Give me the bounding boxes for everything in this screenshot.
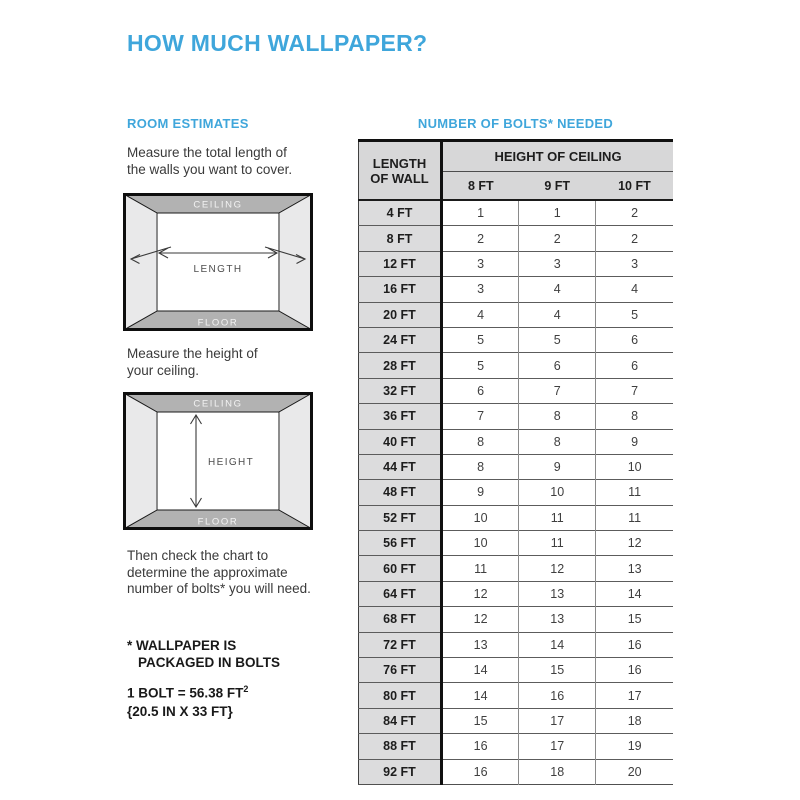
bolt-count-cell: 7 <box>442 404 519 429</box>
bolt-count-cell: 14 <box>519 632 596 657</box>
wall-length-cell: 20 FT <box>359 302 442 327</box>
bolt-count-cell: 16 <box>596 658 673 683</box>
wall-length-cell: 88 FT <box>359 734 442 759</box>
height-dimension-label: HEIGHT <box>208 457 255 468</box>
bolt-count-cell: 18 <box>519 759 596 784</box>
bolt-count-cell: 13 <box>519 581 596 606</box>
bolt-count-cell: 17 <box>596 683 673 708</box>
room-length-diagram <box>123 193 313 331</box>
wall-length-cell: 12 FT <box>359 251 442 276</box>
bolt-count-cell: 13 <box>519 607 596 632</box>
table-row <box>359 302 674 327</box>
wall-length-cell: 8 FT <box>359 226 442 251</box>
table-row <box>359 378 674 403</box>
bolt-count-cell: 8 <box>519 429 596 454</box>
wall-length-cell: 84 FT <box>359 708 442 733</box>
bolt-count-cell: 6 <box>519 353 596 378</box>
bolt-count-cell: 2 <box>596 226 673 251</box>
bolt-count-cell: 12 <box>519 556 596 581</box>
bolt-count-cell: 11 <box>596 480 673 505</box>
bolt-count-cell: 13 <box>596 556 673 581</box>
floor-label: FLOOR <box>197 317 239 329</box>
wall-length-cell: 4 FT <box>359 200 442 226</box>
bolt-count-cell: 10 <box>442 531 519 556</box>
bolt-count-cell: 5 <box>596 302 673 327</box>
table-row <box>359 429 674 454</box>
ceiling-10ft-header: 10 FT <box>596 172 673 201</box>
table-row <box>359 353 674 378</box>
bolt-size-note: 1 BOLT = 56.38 $FT^2$ {20.5 IN X 33 FT} <box>127 684 249 719</box>
table-row <box>359 480 674 505</box>
bolt-count-cell: 10 <box>442 505 519 530</box>
bolt-count-cell: 10 <box>519 480 596 505</box>
bolt-count-cell: 16 <box>596 632 673 657</box>
bolt-count-cell: 8 <box>519 404 596 429</box>
squared-superscript: 2 <box>243 684 249 694</box>
bolt-count-cell: 1 <box>519 200 596 226</box>
bolt-count-cell: 2 <box>519 226 596 251</box>
wall-length-cell: 16 FT <box>359 277 442 302</box>
wall-length-cell: 68 FT <box>359 607 442 632</box>
table-row <box>359 531 674 556</box>
bolt-count-cell: 17 <box>519 708 596 733</box>
wall-length-cell: 72 FT <box>359 632 442 657</box>
bolt-count-cell: 8 <box>596 404 673 429</box>
instruction-measure-length: Measure the total length of the walls you want to cover. <box>127 145 293 177</box>
length-of-wall-header: LENGTH OF WALL <box>359 141 442 201</box>
bolt-count-cell: 4 <box>442 302 519 327</box>
ceiling-8ft-header: 8 FT <box>442 172 519 201</box>
bolt-count-cell: 11 <box>442 556 519 581</box>
bolt-count-cell: 4 <box>519 277 596 302</box>
wall-length-cell: 64 FT <box>359 581 442 606</box>
bolt-count-cell: 7 <box>596 378 673 403</box>
page-title: HOW MUCH WALLPAPER? <box>127 30 428 56</box>
bolt-count-cell: 3 <box>442 251 519 276</box>
bolt-count-cell: 2 <box>442 226 519 251</box>
table-row <box>359 632 674 657</box>
bolt-count-cell: 12 <box>596 531 673 556</box>
length-dimension-label: LENGTH <box>193 264 243 275</box>
bolt-count-cell: 17 <box>519 734 596 759</box>
bolt-count-cell: 18 <box>596 708 673 733</box>
bolt-count-cell: 9 <box>596 429 673 454</box>
wall-length-cell: 76 FT <box>359 658 442 683</box>
table-row <box>359 505 674 530</box>
bolt-count-cell: 4 <box>596 277 673 302</box>
wall-length-cell: 32 FT <box>359 378 442 403</box>
table-header-row <box>359 141 674 172</box>
bolt-count-cell: 16 <box>442 759 519 784</box>
bolt-count-cell: 9 <box>442 480 519 505</box>
bolt-count-cell: 6 <box>442 378 519 403</box>
wall-length-cell: 92 FT <box>359 759 442 784</box>
left-wall-panel <box>125 394 158 529</box>
bolt-count-cell: 5 <box>442 353 519 378</box>
wall-length-cell: 56 FT <box>359 531 442 556</box>
table-row <box>359 734 674 759</box>
table-row <box>359 327 674 352</box>
bolts-needed-heading: NUMBER OF BOLTS* NEEDED <box>417 116 614 131</box>
table-row <box>359 658 674 683</box>
bolt-count-cell: 5 <box>442 327 519 352</box>
table-row <box>359 277 674 302</box>
room-height-diagram <box>123 392 313 530</box>
table-row <box>359 708 674 733</box>
bolt-count-cell: 7 <box>519 378 596 403</box>
bolt-count-cell: 11 <box>596 505 673 530</box>
bolt-count-cell: 15 <box>442 708 519 733</box>
wall-length-cell: 44 FT <box>359 454 442 479</box>
bolt-count-cell: 11 <box>519 531 596 556</box>
bolt-count-cell: 5 <box>519 327 596 352</box>
bolt-count-cell: 3 <box>596 251 673 276</box>
back-wall <box>157 213 279 311</box>
bolt-count-cell: 20 <box>596 759 673 784</box>
bolt-count-cell: 8 <box>442 454 519 479</box>
wall-length-cell: 24 FT <box>359 327 442 352</box>
bolt-count-cell: 16 <box>442 734 519 759</box>
bolt-count-cell: 3 <box>442 277 519 302</box>
bolt-count-cell: 15 <box>596 607 673 632</box>
bolt-count-cell: 10 <box>596 454 673 479</box>
table-row <box>359 759 674 784</box>
right-wall-panel <box>279 195 312 330</box>
table-row <box>359 404 674 429</box>
table-row <box>359 581 674 606</box>
instruction-measure-height: Measure the height of your ceiling. <box>127 346 258 378</box>
bolt-count-cell: 12 <box>442 607 519 632</box>
bolts-table-body <box>359 200 674 784</box>
ceiling-9ft-header: 9 FT <box>519 172 596 201</box>
bolt-count-cell: 14 <box>442 683 519 708</box>
table-row <box>359 607 674 632</box>
bolt-count-cell: 12 <box>442 581 519 606</box>
left-wall-panel <box>125 195 158 330</box>
table-row <box>359 454 674 479</box>
ceiling-label: CEILING <box>193 199 243 211</box>
bolt-count-cell: 19 <box>596 734 673 759</box>
wall-length-cell: 48 FT <box>359 480 442 505</box>
bolt-count-cell: 4 <box>519 302 596 327</box>
table-row <box>359 226 674 251</box>
floor-label: FLOOR <box>197 516 239 528</box>
bolt-count-cell: 16 <box>519 683 596 708</box>
right-wall-panel <box>279 394 312 529</box>
table-row <box>359 251 674 276</box>
table-row <box>359 683 674 708</box>
wall-length-cell: 80 FT <box>359 683 442 708</box>
wall-length-cell: 28 FT <box>359 353 442 378</box>
bolt-count-cell: 14 <box>442 658 519 683</box>
bolt-count-cell: 8 <box>442 429 519 454</box>
bolt-count-cell: 6 <box>596 327 673 352</box>
bolt-count-cell: 9 <box>519 454 596 479</box>
wall-length-cell: 52 FT <box>359 505 442 530</box>
bolt-count-cell: 14 <box>596 581 673 606</box>
wall-length-cell: 36 FT <box>359 404 442 429</box>
table-row <box>359 200 674 226</box>
bolt-count-cell: 11 <box>519 505 596 530</box>
bolt-count-cell: 6 <box>596 353 673 378</box>
wall-length-cell: 60 FT <box>359 556 442 581</box>
bolt-count-cell: 3 <box>519 251 596 276</box>
wallpaper-bolts-footnote: * WALLPAPER IS PACKAGED IN BOLTS <box>127 638 281 670</box>
ceiling-label: CEILING <box>193 398 243 410</box>
wall-length-cell: 40 FT <box>359 429 442 454</box>
bolt-count-cell: 15 <box>519 658 596 683</box>
bolts-table <box>358 139 673 785</box>
height-of-ceiling-header: HEIGHT OF CEILING <box>442 141 674 172</box>
room-estimates-heading: ROOM ESTIMATES <box>127 116 249 131</box>
bolt-count-cell: 2 <box>596 200 673 226</box>
table-row <box>359 556 674 581</box>
bolt-count-cell: 1 <box>442 200 519 226</box>
bolt-count-cell: 13 <box>442 632 519 657</box>
instruction-check-chart: Then check the chart to determine the approximate number of bolts* you will need. <box>127 548 311 596</box>
